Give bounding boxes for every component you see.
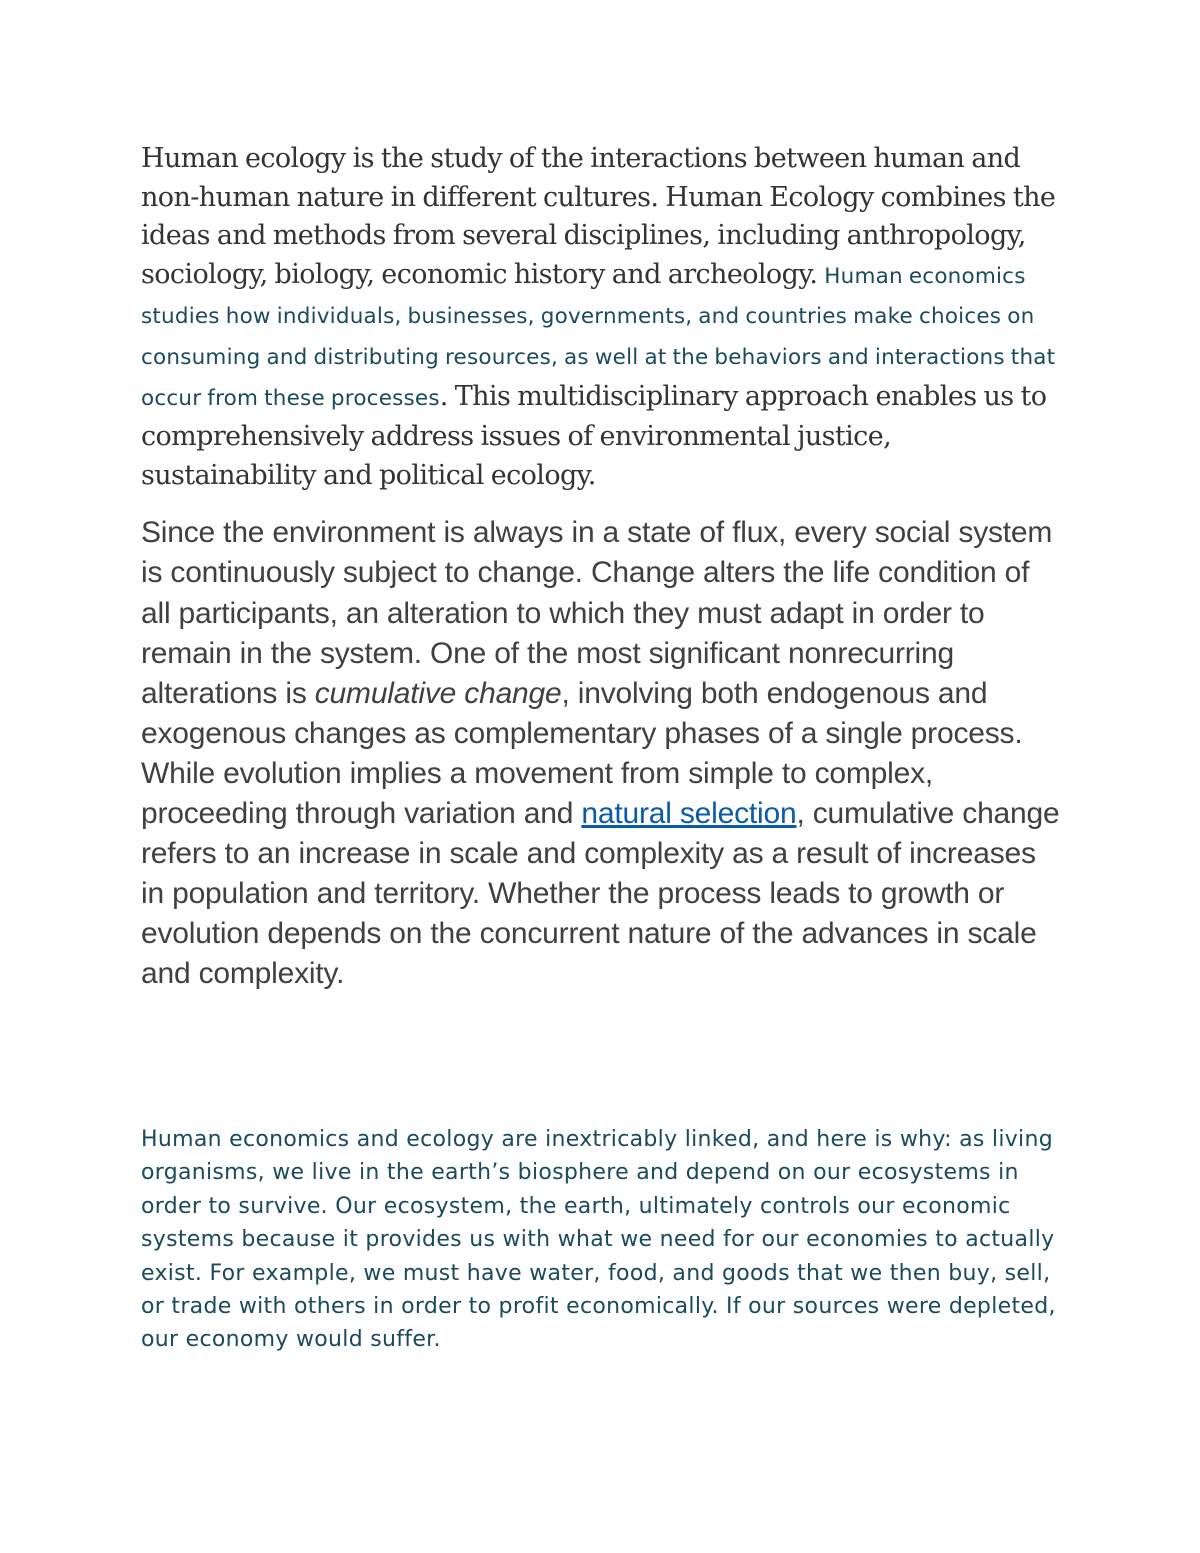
paragraph-2-text-a: Since the environment is always in a state of flux, every social system is continuously subject to change. Change alters the life condition of all participants, an alteration to which they must adapt in order to remain in the system. One of the most significant nonrecurring alterations is	[141, 516, 1053, 710]
paragraph-2-emphasis: cumulative change	[314, 676, 562, 710]
paragraph-2-text-b: , involving both endogenous and exogenous changes as complementary phases of a single process. While evolution implies a movement from simple to complex, proceeding through variation and	[141, 676, 1023, 830]
paragraph-cumulative-change	[141, 513, 1066, 994]
paragraph-human-ecology	[141, 140, 1066, 495]
paragraph-1-text-c: . This multidisciplinary approach enables us to comprehensively address issues of environmental justice, sustainability and political ecology.	[141, 380, 1047, 491]
paragraph-1-text-a: Human ecology is the study of the interactions between human and non-human nature in different cultures. Human Ecology combines the ideas and methods from several disciplines, including anthropology, sociology, biology, economic history and archeology.	[141, 143, 1056, 290]
paragraph-economics-ecology: Human economics and ecology are inextricably linked, and here is why: as living organisms, we live in the earth’s biosphere and depend on our ecosystems in order to survive. Our ecosystem, the earth, ultimately controls our economic systems because it provides us with what we need for our economies to actually exist. For example, we must have water, food, and goods that we then buy, sell, or trade with others in order to profit economically. If our sources were depleted, our economy would suffer.	[141, 1127, 1056, 1353]
paragraph-2-text-c: , cumulative change refers to an increase in scale and complexity as a result of increases in population and territory. Whether the process leads to growth or evolution depends on the concurrent nature of the advances in scale and complexity.	[141, 797, 1060, 991]
paragraph-1-inserted-text: Human economics studies how individuals, businesses, governments, and countries make choices on consuming and distributing resources, as well at the behaviors and interactions that occur from these processes	[141, 263, 1056, 411]
natural-selection-link[interactable]: natural selection	[581, 797, 797, 830]
document-body	[141, 140, 1066, 994]
